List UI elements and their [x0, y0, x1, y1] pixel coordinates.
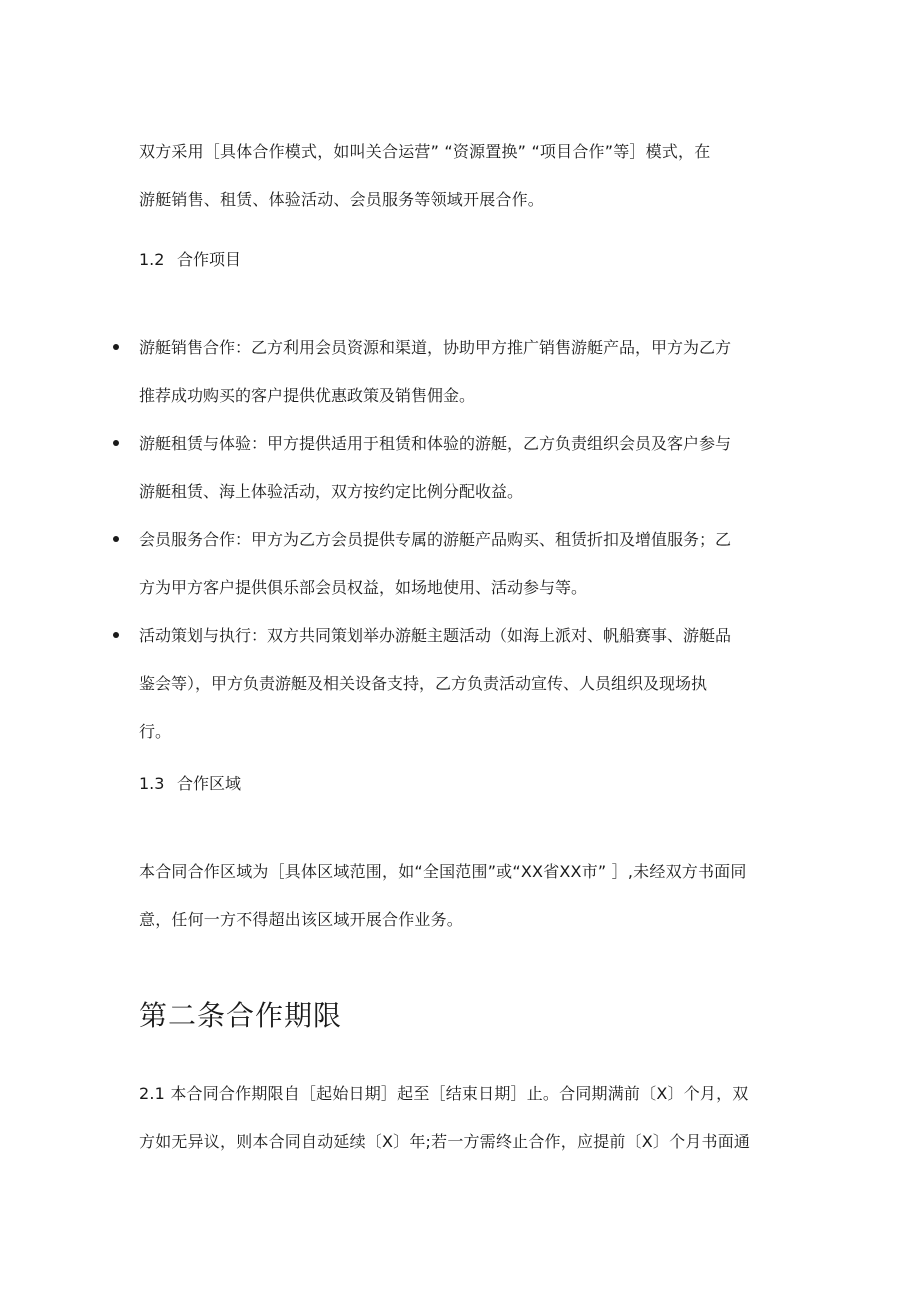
- list-item: [110, 612, 790, 756]
- paragraph-line: 游艇租赁与体验：甲方提供适用于租赁和体验的游艇，乙方负责组织会员及客户参与: [139, 434, 732, 453]
- paragraph-line: 会员服务合作：甲方为乙方会员提供专属的游艇产品购买、租赁折扣及增值服务；乙: [139, 530, 732, 549]
- article-2-heading: 第二条合作期限: [139, 999, 343, 1032]
- paragraph-line: 游艇销售、租赁、体验活动、会员服务等领域开展合作。: [139, 190, 545, 209]
- paragraph-line: 本合同合作区域为［具体区域范围，如“全国范围”或“XX省XX市” ］,未经双方书面同: [139, 862, 747, 881]
- section-number: 1.2: [139, 250, 165, 269]
- section-title: 合作项目: [177, 250, 242, 269]
- paragraph-line: 鉴会等），甲方负责游艇及相关设备支持，乙方负责活动宣传、人员组织及现场执: [139, 674, 708, 693]
- cooperation-items-list: [110, 324, 790, 756]
- paragraph-line: 方为甲方客户提供俱乐部会员权益，如场地使用、活动参与等。: [139, 578, 588, 597]
- region-paragraph: [139, 848, 787, 944]
- section-title: 合作区域: [177, 774, 242, 793]
- paragraph-line: 行。: [139, 722, 172, 741]
- bullet-icon: [113, 440, 119, 446]
- paragraph-line: 推荐成功购买的客户提供优惠政策及销售佣金。: [139, 386, 476, 405]
- section-2-1-paragraph: [139, 1070, 787, 1166]
- section-heading-1-3: [139, 772, 241, 796]
- list-item: [110, 516, 790, 612]
- section-number: 1.3: [139, 774, 165, 793]
- paragraph-line: 意，任何一方不得超出该区域开展合作业务。: [139, 910, 464, 929]
- paragraph-line: 游艇租赁、海上体验活动，双方按约定比例分配收益。: [139, 482, 524, 501]
- section-heading-1-2: [139, 248, 241, 272]
- paragraph-line: 双方采用［具体合作模式，如叫关合运营” “资源置换” “项目合作”等］模式，在: [139, 142, 711, 161]
- list-item: [110, 420, 790, 516]
- paragraph-line: 方如无异议，则本合同自动延续〔X〕年;若一方需终止合作，应提前〔X〕个月书面通: [139, 1132, 751, 1151]
- bullet-icon: [113, 632, 119, 638]
- list-item: [110, 324, 790, 420]
- paragraph-line: 活动策划与执行：双方共同策划举办游艇主题活动（如海上派对、帆船赛事、游艇品: [139, 626, 732, 645]
- intro-paragraph: [139, 128, 787, 224]
- paragraph-line: 游艇销售合作：乙方利用会员资源和渠道，协助甲方推广销售游艇产品，甲方为乙方: [139, 338, 732, 357]
- bullet-icon: [113, 536, 119, 542]
- paragraph-line: 2.1 本合同合作期限自［起始日期］起至［结束日期］止。合同期满前〔X〕个月，双: [139, 1084, 749, 1103]
- bullet-icon: [113, 344, 119, 350]
